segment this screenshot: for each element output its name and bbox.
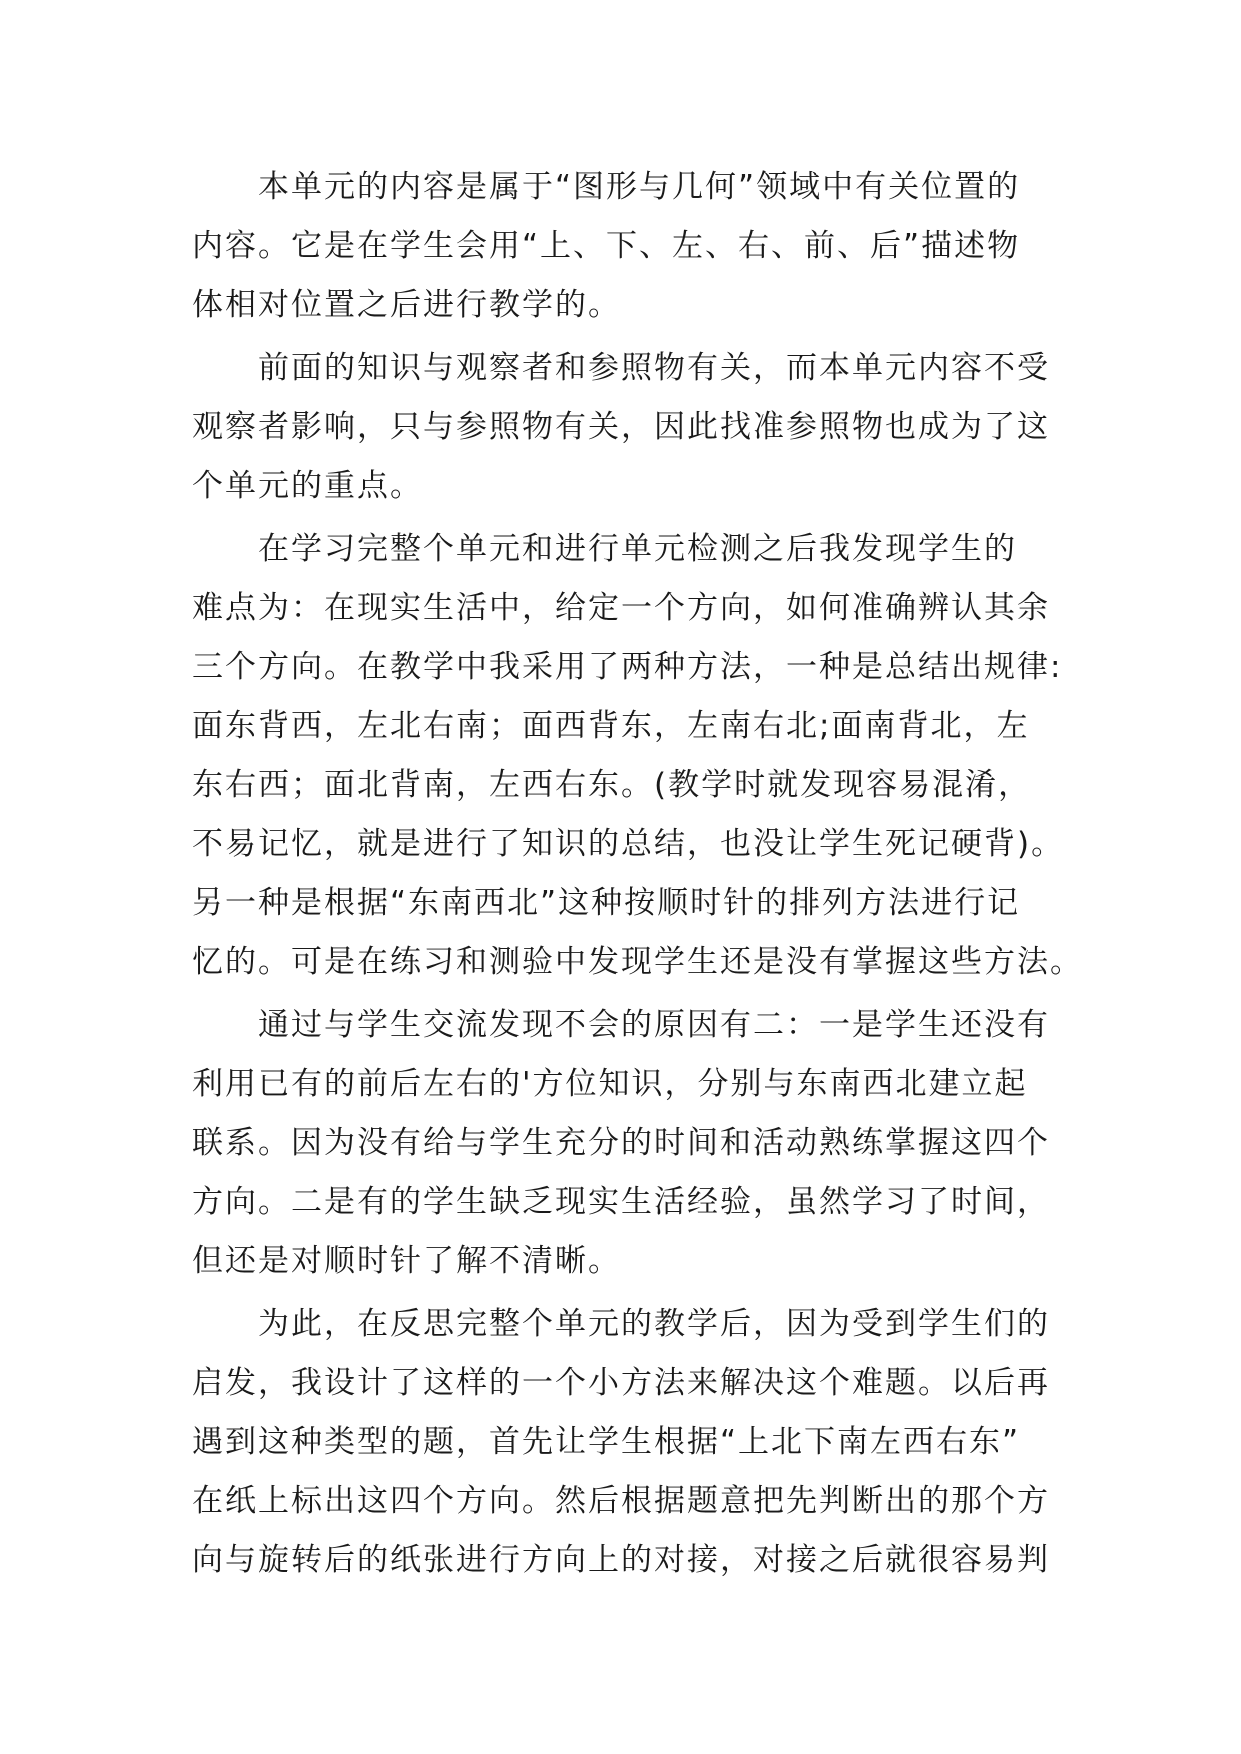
text-line: 东右西；面北背南，左西右东。(教学时就发现容易混淆， — [192, 767, 1032, 803]
text-line: 在学习完整个单元和进行单元检测之后我发现学生的 — [192, 531, 1017, 567]
text-line: 方向。二是有的学生缺乏现实生活经验，虽然学习了时间， — [192, 1184, 1050, 1220]
paragraph-2 — [192, 339, 1052, 516]
text-line: 三个方向。在教学中我采用了两种方法，一种是总结出规律: — [192, 649, 1063, 685]
text-line: 联系。因为没有给与学生充分的时间和活动熟练掌握这四个 — [192, 1125, 1050, 1161]
text-line: 向与旋转后的纸张进行方向上的对接，对接之后就很容易判 — [192, 1542, 1050, 1578]
text-line: 遇到这种类型的题，首先让学生根据“上北下南左西右东” — [192, 1424, 1021, 1460]
text-line: 观察者影响，只与参照物有关，因此找准参照物也成为了这 — [192, 409, 1050, 445]
body-text — [192, 158, 1083, 1590]
text-line: 但还是对顺时针了解不清晰。 — [192, 1243, 621, 1279]
paragraph-3 — [192, 520, 1083, 992]
paragraph-1 — [192, 158, 1052, 335]
text-line: 忆的。可是在练习和测验中发现学生还是没有掌握这些方法。 — [192, 944, 1083, 980]
text-line: 不易记忆，就是进行了知识的总结，也没让学生死记硬背)。 — [192, 826, 1065, 862]
text-line: 内容。它是在学生会用“上、下、左、右、前、后”描述物 — [192, 228, 1021, 264]
text-line: 难点为：在现实生活中，给定一个方向，如何准确辨认其余 — [192, 590, 1050, 626]
text-line: 利用已有的前后左右的'方位知识，分别与东南西北建立起 — [192, 1066, 1028, 1102]
text-line: 体相对位置之后进行教学的。 — [192, 287, 621, 323]
text-line: 为此，在反思完整个单元的教学后，因为受到学生们的 — [192, 1306, 1050, 1342]
text-line: 启发，我设计了这样的一个小方法来解决这个难题。以后再 — [192, 1365, 1050, 1401]
text-line: 在纸上标出这四个方向。然后根据题意把先判断出的那个方 — [192, 1483, 1050, 1519]
text-line: 本单元的内容是属于“图形与几何”领域中有关位置的 — [192, 169, 1021, 205]
paragraph-5 — [192, 1295, 1052, 1590]
text-line: 通过与学生交流发现不会的原因有二：一是学生还没有 — [192, 1007, 1050, 1043]
text-line: 前面的知识与观察者和参照物有关，而本单元内容不受 — [192, 350, 1050, 386]
paragraph-4 — [192, 996, 1052, 1291]
text-line: 面东背西，左北右南；面西背东，左南右北;面南背北，左 — [192, 708, 1030, 744]
text-line: 个单元的重点。 — [192, 468, 423, 504]
text-line: 另一种是根据“东南西北”这种按顺时针的排列方法进行记 — [192, 885, 1021, 921]
